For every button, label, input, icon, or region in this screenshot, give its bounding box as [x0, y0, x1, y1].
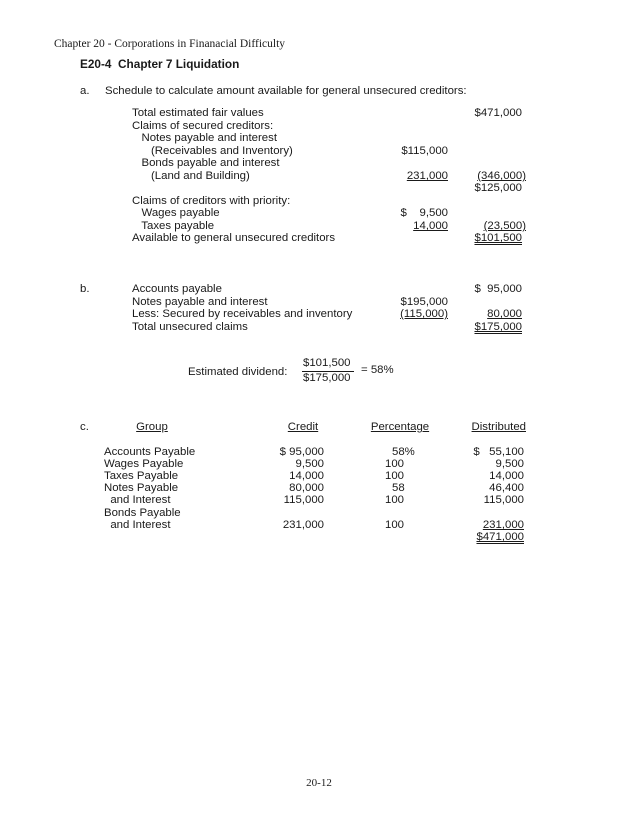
cell-distributed: 115,000	[483, 494, 524, 506]
schedule-line-text: Less: Secured by receivables and inventory	[132, 308, 353, 320]
cell-credit: 9,500	[295, 458, 324, 470]
header-distributed: Distributed	[471, 421, 526, 433]
cell-group: Taxes Payable	[104, 470, 179, 482]
schedule-line-right: (346,000)	[477, 170, 526, 182]
cell-group: Bonds Payable	[104, 507, 181, 519]
schedule-line-text: Accounts payable	[132, 283, 222, 295]
schedule-line-mid: $195,000	[400, 296, 448, 308]
schedule-line-text: Notes payable and interest	[132, 132, 278, 144]
schedule-line-right: $125,000	[474, 182, 522, 194]
schedule-line-mid: $115,000	[401, 145, 448, 157]
cell-distributed: $ 55,100	[473, 446, 524, 458]
schedule-line-mid: (115,000)	[400, 308, 448, 320]
schedule-line-text: Taxes payable	[132, 220, 215, 232]
schedule-line-text: Available to general unsecured creditors	[132, 232, 336, 244]
cell-credit: 115,000	[283, 494, 324, 506]
cell-group: and Interest	[104, 519, 171, 531]
cell-group: Wages Payable	[104, 458, 184, 470]
cell-percentage: 100	[385, 458, 405, 470]
cell-distributed: 46,400	[489, 482, 524, 494]
schedule-line-text: Total unsecured claims	[132, 321, 248, 333]
cell-group: Accounts Payable	[104, 446, 196, 458]
cell-percentage: 100	[385, 519, 405, 531]
schedule-line-text: (Land and Building)	[132, 170, 250, 182]
schedule-line-text: (Receivables and Inventory)	[132, 145, 293, 157]
part-b-label: b.	[80, 283, 90, 295]
cell-percentage: 100	[385, 470, 405, 482]
cell-credit: 14,000	[289, 470, 324, 482]
page-number: 20-12	[306, 777, 332, 789]
dividend-label: Estimated dividend:	[188, 366, 288, 378]
cell-credit: $ 95,000	[279, 446, 324, 458]
schedule-line-mid: $ 9,500	[400, 207, 448, 219]
cell-distributed: 231,000	[482, 519, 524, 531]
cell-distributed: 14,000	[489, 470, 524, 482]
header-group: Group	[136, 421, 168, 433]
exercise-title: E20-4 Chapter 7 Liquidation	[80, 57, 240, 71]
schedule-line-right: $101,500	[474, 232, 522, 244]
schedule-line-text: Total estimated fair values	[132, 107, 264, 119]
schedule-line-right: $175,000	[474, 321, 522, 333]
cell-credit: 231,000	[282, 519, 324, 531]
schedule-line-mid: 231,000	[406, 170, 448, 182]
dividend-result: = 58%	[361, 364, 394, 376]
header-percentage: Percentage	[370, 421, 430, 433]
schedule-line-right: $ 95,000	[474, 283, 522, 295]
cell-percentage: 58	[392, 482, 405, 494]
dividend-denominator: $175,000	[303, 372, 351, 384]
part-a-label: a.	[80, 85, 90, 97]
cell-group: Notes Payable	[104, 482, 179, 494]
schedule-line-text: Bonds payable and interest	[132, 157, 280, 169]
cell-group: and Interest	[104, 494, 171, 506]
cell-distributed: 9,500	[495, 458, 524, 470]
schedule-line-mid: 14,000	[413, 220, 448, 232]
cell-percentage: 58%	[392, 446, 415, 458]
page-header: Chapter 20 - Corporations in Finanacial Difficulty	[54, 38, 286, 50]
part-a-heading: Schedule to calculate amount available for general unsecured creditors:	[105, 85, 467, 97]
part-c-label: c.	[80, 421, 89, 433]
schedule-line-text: Wages payable	[132, 207, 220, 219]
schedule-line-text: Claims of creditors with priority:	[132, 195, 291, 207]
distribution-total: $471,000	[476, 531, 524, 543]
dividend-numerator: $101,500	[303, 357, 351, 369]
cell-credit: 80,000	[289, 482, 324, 494]
schedule-line-right: 80,000	[487, 308, 522, 320]
header-credit: Credit	[287, 421, 319, 433]
schedule-line-right: (23,500)	[483, 220, 526, 232]
schedule-line-text: Claims of secured creditors:	[132, 120, 274, 132]
schedule-line-text: Notes payable and interest	[132, 296, 268, 308]
cell-percentage: 100	[385, 494, 405, 506]
schedule-line-right: $471,000	[474, 107, 522, 119]
